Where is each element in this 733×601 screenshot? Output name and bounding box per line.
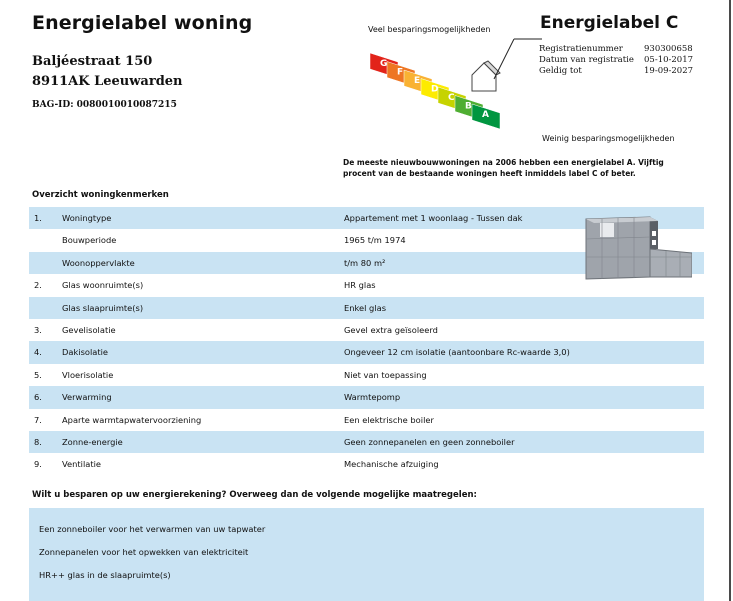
row-number: 2.: [34, 280, 42, 291]
label-note: De meeste nieuwbouwwoningen na 2006 hebben een energielabel A. Vijftig procent van de bestaande woningen heeft inmiddels label C of beter.: [343, 158, 664, 178]
row-label: Glas slaapruimte(s): [62, 302, 144, 313]
row-label: Dakisolatie: [62, 347, 109, 358]
scale-bottom-text: Weinig besparingsmogelijkheden: [542, 134, 675, 143]
scale-letter: B: [465, 101, 472, 112]
row-label: Ventilatie: [62, 459, 102, 470]
row-label: Woningtype: [62, 213, 112, 223]
table-row: [29, 409, 704, 431]
row-value: Gevel extra geïsoleerd: [344, 324, 438, 335]
energy-scale-graphic: [362, 35, 542, 140]
table-row: [29, 364, 704, 386]
scale-letter: G: [380, 59, 388, 69]
measure-item: Een zonneboiler voor het verwarmen van uw tapwater: [39, 524, 266, 534]
measures-question: Wilt u besparen op uw energierekening? Overweeg dan de volgende mogelijke maatregelen:: [32, 490, 477, 500]
scale-top-text: Veel besparingsmogelijkheden: [368, 25, 491, 34]
row-label: Gevelisolatie: [62, 324, 116, 335]
registration-value: 05-10-2017: [644, 55, 694, 65]
row-value: Ongeveer 12 cm isolatie (aantoonbare Rc-waarde 3,0): [344, 347, 570, 358]
row-label: Verwarming: [62, 392, 112, 403]
row-value: 1965 t/m 1974: [344, 235, 406, 246]
row-number: 4.: [34, 347, 42, 358]
row-value: t/m 80 m²: [344, 257, 386, 268]
table-row: [29, 319, 704, 341]
scale-letter: D: [431, 84, 439, 95]
row-label: Glas woonruimte(s): [62, 280, 144, 291]
table-row: [29, 341, 704, 363]
table-row: [29, 431, 704, 453]
row-value: Enkel glas: [344, 302, 387, 313]
row-number: 3.: [34, 324, 42, 335]
address-street: Baljéestraat 150: [32, 54, 153, 69]
label-pointer-line: [494, 39, 514, 79]
measures-box: [29, 508, 704, 601]
row-label: Woonoppervlakte: [62, 257, 135, 268]
row-label: Vloerisolatie: [62, 369, 114, 380]
row-number: 1.: [34, 213, 42, 223]
scale-letter: A: [482, 110, 489, 120]
registration-row: [539, 66, 699, 77]
table-row: [29, 453, 704, 475]
registration-value: 930300658: [644, 44, 693, 54]
bag-id: BAG-ID: 0080010010087215: [32, 100, 177, 110]
table-row: [29, 297, 704, 319]
row-label: Zonne-energie: [62, 436, 123, 447]
scale-letter: C: [448, 93, 455, 103]
row-value: Appartement met 1 woonlaag - Tussen dak: [344, 213, 523, 223]
row-label: Aparte warmtapwatervoorziening: [62, 414, 202, 425]
scale-letter: F: [397, 67, 404, 78]
page-title: Energielabel woning: [32, 12, 253, 34]
row-value: Niet van toepassing: [344, 369, 427, 380]
row-value: Een elektrische boiler: [344, 414, 434, 425]
registration-key: Datum van registratie: [539, 55, 634, 65]
apartment-building-icon: [580, 213, 692, 283]
energy-label-title: Energielabel C: [540, 13, 679, 33]
row-value: Mechanische afzuiging: [344, 459, 439, 470]
row-number: 6.: [34, 392, 42, 403]
row-value: HR glas: [344, 280, 376, 291]
overview-heading: Overzicht woningkenmerken: [32, 190, 169, 200]
table-row: [29, 386, 704, 408]
measure-item: Zonnepanelen voor het opwekken van elektriciteit: [39, 547, 249, 557]
registration-value: 19-09-2027: [644, 66, 694, 76]
row-value: Geen zonnepanelen en geen zonneboiler: [344, 436, 515, 447]
measure-item: HR++ glas in de slaapruimte(s): [39, 570, 171, 580]
registration-row: [539, 55, 699, 66]
row-number: 7.: [34, 414, 42, 425]
scale-letter: E: [414, 76, 421, 86]
row-number: 5.: [34, 369, 42, 380]
row-label: Bouwperiode: [62, 235, 117, 246]
registration-info: [539, 44, 699, 77]
row-number: 9.: [34, 459, 42, 470]
registration-row: [539, 44, 699, 55]
row-value: Warmtepomp: [344, 392, 401, 403]
address-city: 8911AK Leeuwarden: [32, 74, 183, 89]
registration-key: Registratienummer: [539, 44, 623, 54]
registration-key: Geldig tot: [539, 66, 582, 76]
row-number: 8.: [34, 436, 42, 447]
